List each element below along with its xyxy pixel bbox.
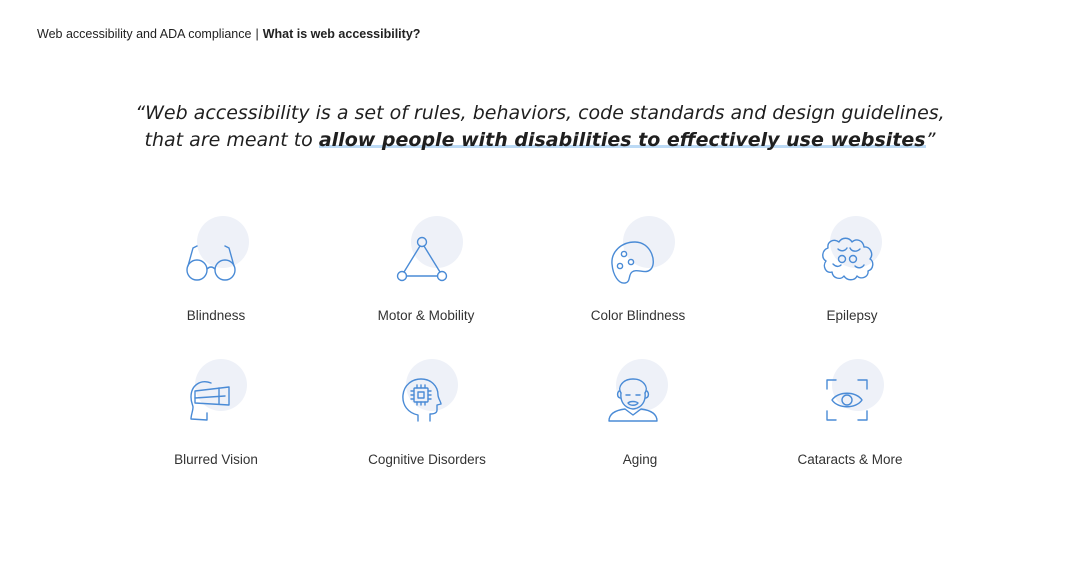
- label-color-blindness: Color Blindness: [590, 308, 686, 323]
- head-chip-icon: [394, 375, 454, 425]
- quote-emphasis: allow people with disabilities to effectively use websites: [318, 129, 926, 151]
- card-cognitive-disorders: [332, 353, 522, 473]
- label-aging: Aging: [622, 452, 658, 467]
- card-color-blindness: [543, 210, 733, 330]
- brain-icon: [819, 234, 879, 284]
- label-cataracts-more: Cataracts & More: [797, 452, 903, 467]
- label-blurred-vision: Blurred Vision: [174, 452, 258, 467]
- elderly-person-icon: [603, 375, 663, 425]
- card-motor-mobility: [331, 210, 521, 330]
- card-cataracts-more: [755, 353, 945, 473]
- card-blindness: [121, 210, 311, 330]
- quote-close-mark: ”: [925, 129, 936, 151]
- breadcrumb-current: What is web accessibility?: [262, 27, 421, 41]
- breadcrumb-separator: |: [255, 27, 259, 41]
- palette-icon: [607, 238, 667, 288]
- triangle-nodes-icon: [393, 236, 453, 286]
- quote-line-2-prefix: that are meant to: [144, 129, 319, 151]
- breadcrumb-section[interactable]: Web accessibility and ADA compliance: [37, 27, 252, 41]
- card-epilepsy: [757, 210, 947, 330]
- label-blindness: Blindness: [186, 308, 246, 323]
- vr-headset-icon: [185, 375, 245, 425]
- quote-open-mark: “: [135, 102, 146, 124]
- eye-scan-icon: [817, 375, 877, 425]
- label-cognitive-disorders: Cognitive Disorders: [368, 452, 486, 467]
- quote-line-1-text: Web accessibility is a set of rules, behaviors, code standards and design guidelines,: [145, 102, 945, 124]
- label-motor-mobility: Motor & Mobility: [377, 308, 475, 323]
- card-blurred-vision: [121, 353, 311, 473]
- glasses-icon: [183, 238, 243, 288]
- card-aging: [545, 353, 735, 473]
- label-epilepsy: Epilepsy: [826, 308, 878, 323]
